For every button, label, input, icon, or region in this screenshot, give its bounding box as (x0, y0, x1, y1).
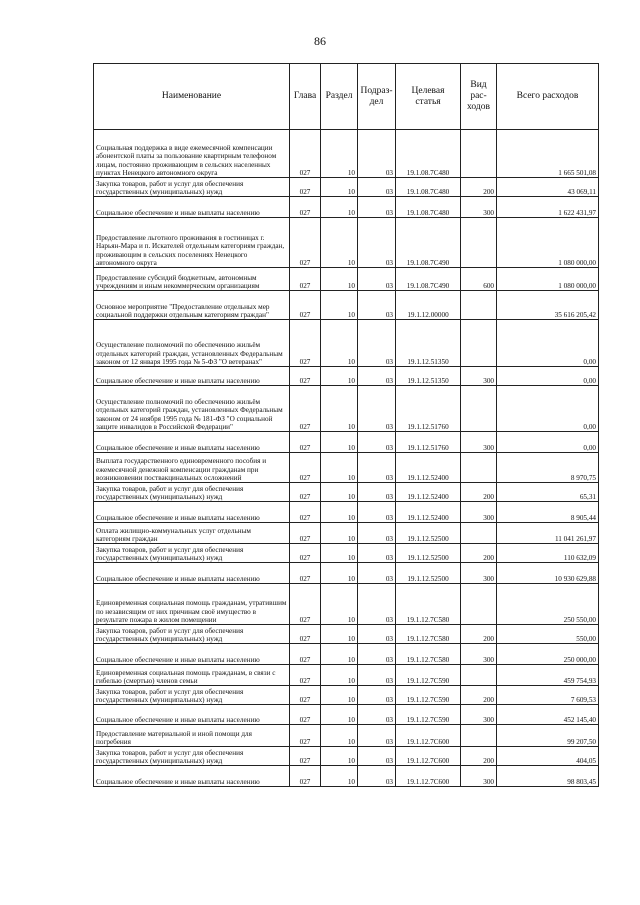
header-total: Всего расходов (497, 64, 599, 130)
table-cell-subsection: 03 (358, 291, 396, 320)
table-cell-subsection: 03 (358, 584, 396, 625)
table-cell-section: 10 (321, 268, 358, 291)
table-row (94, 291, 599, 320)
table-cell-subsection: 03 (358, 686, 396, 705)
table-cell-kind (461, 725, 497, 747)
header-section: Раздел (321, 64, 358, 130)
table-row (94, 544, 599, 563)
table-cell-target: 19.1.12.51760 (396, 432, 461, 453)
table-cell-chapter: 027 (290, 563, 321, 584)
table-cell-target: 19.1.12.52400 (396, 483, 461, 502)
table-cell-chapter: 027 (290, 291, 321, 320)
table-cell-total: 0,00 (497, 432, 599, 453)
table-cell-kind (461, 218, 497, 268)
table-cell-subsection: 03 (358, 453, 396, 483)
table-cell-section: 10 (321, 386, 358, 432)
table-cell-section: 10 (321, 725, 358, 747)
table-cell-kind: 300 (461, 563, 497, 584)
table-cell-target: 19.1.12.51350 (396, 320, 461, 367)
table-cell-subsection: 03 (358, 544, 396, 563)
table-cell-chapter: 027 (290, 483, 321, 502)
table-row (94, 584, 599, 625)
table-cell-name: Единовременная социальная помощь гражданам, утратившим по независящим от них причинам своё имущество в результате пожара в жилом помещении (94, 584, 290, 625)
header-subsection: Подраз-дел (358, 64, 396, 130)
table-cell-subsection: 03 (358, 268, 396, 291)
table-cell-kind: 300 (461, 766, 497, 787)
table-cell-name: Осуществление полномочий по обеспечению жильём отдельных категорий граждан, установленных Федеральным законом от 12 января 1995 года № 5-ФЗ "О ветеранах" (94, 320, 290, 367)
table-cell-target: 19.1.12.7С580 (396, 584, 461, 625)
table-cell-name: Социальное обеспечение и иные выплаты населению (94, 563, 290, 584)
table-cell-target: 19.1.12.7С600 (396, 725, 461, 747)
table-cell-name: Закупка товаров, работ и услуг для обеспечения государственных (муниципальных) нужд (94, 747, 290, 766)
header-name: Наименование (94, 64, 290, 130)
table-cell-chapter: 027 (290, 130, 321, 178)
table-cell-name: Единовременная социальная помощь гражданам, в связи с гибелью (смертью) членов семьи (94, 665, 290, 686)
table-cell-kind: 600 (461, 268, 497, 291)
table-cell-kind (461, 320, 497, 367)
table-row (94, 320, 599, 367)
table-cell-name: Осуществление полномочий по обеспечению жильём отдельных категорий граждан, установленных Федеральным законом от 24 ноября 1995 года № 181-ФЗ "О социальной защите инвалидов в Российской Федерации" (94, 386, 290, 432)
table-cell-target: 19.1.12.00000 (396, 291, 461, 320)
table-cell-kind: 300 (461, 705, 497, 725)
table-cell-name: Основное мероприятие "Предоставление отдельных мер социальной поддержки отдельным категориям граждан" (94, 291, 290, 320)
table-row (94, 502, 599, 523)
table-cell-kind: 200 (461, 625, 497, 644)
table-cell-subsection: 03 (358, 563, 396, 584)
table-cell-section: 10 (321, 625, 358, 644)
table-row (94, 686, 599, 705)
table-cell-target: 19.1.12.52500 (396, 563, 461, 584)
table-cell-total: 1 080 000,00 (497, 268, 599, 291)
budget-table (93, 63, 599, 787)
table-row (94, 625, 599, 644)
table-cell-chapter: 027 (290, 453, 321, 483)
table-cell-total: 7 609,53 (497, 686, 599, 705)
table-row (94, 665, 599, 686)
table-cell-section: 10 (321, 367, 358, 386)
table-cell-subsection: 03 (358, 178, 396, 197)
table-cell-section: 10 (321, 453, 358, 483)
table-cell-section: 10 (321, 705, 358, 725)
table-cell-section: 10 (321, 432, 358, 453)
table-row (94, 705, 599, 725)
table-cell-chapter: 027 (290, 178, 321, 197)
table-cell-subsection: 03 (358, 725, 396, 747)
table-row (94, 367, 599, 386)
table-row (94, 563, 599, 584)
table-cell-section: 10 (321, 747, 358, 766)
table-cell-target: 19.1.12.52400 (396, 453, 461, 483)
table-cell-chapter: 027 (290, 523, 321, 544)
table-cell-target: 19.1.12.51760 (396, 386, 461, 432)
table-cell-target: 19.1.08.7С490 (396, 268, 461, 291)
table-cell-name: Социальное обеспечение и иные выплаты населению (94, 432, 290, 453)
table-row (94, 268, 599, 291)
table-cell-subsection: 03 (358, 625, 396, 644)
table-cell-total: 1 622 431,97 (497, 197, 599, 218)
table-cell-target: 19.1.12.52500 (396, 523, 461, 544)
table-cell-target: 19.1.08.7С480 (396, 197, 461, 218)
table-cell-target: 19.1.12.7С590 (396, 686, 461, 705)
table-cell-subsection: 03 (358, 644, 396, 665)
table-cell-total: 11 041 261,97 (497, 523, 599, 544)
table-cell-name: Социальное обеспечение и иные выплаты населению (94, 197, 290, 218)
table-row (94, 453, 599, 483)
table-cell-chapter: 027 (290, 747, 321, 766)
table-row (94, 386, 599, 432)
table-cell-chapter: 027 (290, 320, 321, 367)
table-cell-total: 8 905,44 (497, 502, 599, 523)
table-cell-kind: 300 (461, 367, 497, 386)
table-cell-name: Социальное обеспечение и иные выплаты населению (94, 502, 290, 523)
table-cell-total: 99 207,50 (497, 725, 599, 747)
table-cell-total: 98 803,45 (497, 766, 599, 787)
table-cell-section: 10 (321, 483, 358, 502)
header-chapter: Глава (290, 64, 321, 130)
table-cell-section: 10 (321, 523, 358, 544)
table-cell-subsection: 03 (358, 502, 396, 523)
table-cell-section: 10 (321, 320, 358, 367)
table-cell-kind: 200 (461, 686, 497, 705)
table-cell-kind (461, 523, 497, 544)
table-cell-chapter: 027 (290, 544, 321, 563)
table-row (94, 523, 599, 544)
table-cell-subsection: 03 (358, 483, 396, 502)
table-row (94, 178, 599, 197)
page-number: 86 (314, 34, 326, 48)
table-cell-chapter: 027 (290, 218, 321, 268)
table-cell-chapter: 027 (290, 584, 321, 625)
table-cell-kind: 200 (461, 544, 497, 563)
table-cell-name: Предоставление льготного проживания в гостиницах г. Нарьян-Мара и п. Искателей отдельным категориям граждан, проживающим в сельских поселениях Ненецкого автономного округа (94, 218, 290, 268)
table-cell-section: 10 (321, 502, 358, 523)
table-cell-total: 1 665 501,08 (497, 130, 599, 178)
table-cell-name: Социальное обеспечение и иные выплаты населению (94, 644, 290, 665)
table-cell-total: 0,00 (497, 367, 599, 386)
table-cell-name: Оплата жилищно-коммунальных услуг отдельным категориям граждан (94, 523, 290, 544)
table-cell-kind: 200 (461, 483, 497, 502)
table-cell-section: 10 (321, 766, 358, 787)
table-cell-target: 19.1.12.52400 (396, 502, 461, 523)
table-cell-chapter: 027 (290, 432, 321, 453)
table-cell-subsection: 03 (358, 523, 396, 544)
table-cell-target: 19.1.12.7С600 (396, 766, 461, 787)
table-cell-section: 10 (321, 584, 358, 625)
table-cell-chapter: 027 (290, 705, 321, 725)
table-cell-subsection: 03 (358, 367, 396, 386)
table-cell-section: 10 (321, 544, 358, 563)
table-cell-name: Закупка товаров, работ и услуг для обеспечения государственных (муниципальных) нужд (94, 483, 290, 502)
table-row (94, 197, 599, 218)
table-header-row (94, 64, 599, 130)
table-cell-subsection: 03 (358, 665, 396, 686)
table-row (94, 130, 599, 178)
table-cell-chapter: 027 (290, 766, 321, 787)
table-cell-section: 10 (321, 644, 358, 665)
table-cell-subsection: 03 (358, 320, 396, 367)
table-cell-total: 250 550,00 (497, 584, 599, 625)
table-cell-kind (461, 665, 497, 686)
table-cell-total: 404,05 (497, 747, 599, 766)
table-cell-total: 550,00 (497, 625, 599, 644)
table-cell-subsection: 03 (358, 130, 396, 178)
table-cell-subsection: 03 (358, 747, 396, 766)
table-cell-total: 10 930 629,88 (497, 563, 599, 584)
table-cell-kind: 300 (461, 432, 497, 453)
table-cell-kind: 300 (461, 644, 497, 665)
table-cell-total: 1 080 000,00 (497, 218, 599, 268)
table-cell-target: 19.1.12.7С580 (396, 644, 461, 665)
table-row (94, 432, 599, 453)
table-cell-name: Выплата государственного единовременного пособия и ежемесячной денежной компенсации гражданам при возникновении поствакцинальных осложнений (94, 453, 290, 483)
table-row (94, 766, 599, 787)
table-cell-chapter: 027 (290, 644, 321, 665)
table-cell-total: 8 970,75 (497, 453, 599, 483)
table-cell-section: 10 (321, 218, 358, 268)
table-cell-name: Предоставление субсидий бюджетным, автономным учреждениям и иным некоммерческим организациям (94, 268, 290, 291)
table-cell-chapter: 027 (290, 268, 321, 291)
table-row (94, 725, 599, 747)
table-cell-section: 10 (321, 563, 358, 584)
table-cell-total: 250 000,00 (497, 644, 599, 665)
table-cell-name: Социальная поддержка в виде ежемесячной компенсации абонентской платы за пользование квартирным телефоном лицам, постоянно проживающим в сельских населенных пунктах Ненецкого автономного округа (94, 130, 290, 178)
table-cell-kind (461, 130, 497, 178)
table-cell-section: 10 (321, 178, 358, 197)
table-cell-section: 10 (321, 686, 358, 705)
table-cell-target: 19.1.12.7С600 (396, 747, 461, 766)
table-cell-total: 43 069,11 (497, 178, 599, 197)
table-cell-name: Закупка товаров, работ и услуг для обеспечения государственных (муниципальных) нужд (94, 178, 290, 197)
table-cell-name: Предоставление материальной и иной помощи для погребения (94, 725, 290, 747)
table-cell-total: 452 145,40 (497, 705, 599, 725)
table-cell-subsection: 03 (358, 386, 396, 432)
table-cell-target: 19.1.12.52500 (396, 544, 461, 563)
table-row (94, 218, 599, 268)
table-cell-total: 0,00 (497, 386, 599, 432)
table-cell-chapter: 027 (290, 686, 321, 705)
table-cell-chapter: 027 (290, 665, 321, 686)
table-cell-chapter: 027 (290, 367, 321, 386)
table-cell-kind: 200 (461, 747, 497, 766)
table-cell-target: 19.1.12.51350 (396, 367, 461, 386)
table-cell-subsection: 03 (358, 218, 396, 268)
table-cell-name: Закупка товаров, работ и услуг для обеспечения государственных (муниципальных) нужд (94, 625, 290, 644)
table-cell-chapter: 027 (290, 725, 321, 747)
table-row (94, 483, 599, 502)
table-cell-total: 65,31 (497, 483, 599, 502)
table-cell-chapter: 027 (290, 386, 321, 432)
table-cell-section: 10 (321, 665, 358, 686)
table-cell-target: 19.1.12.7С580 (396, 625, 461, 644)
table-cell-section: 10 (321, 197, 358, 218)
table-cell-subsection: 03 (358, 197, 396, 218)
table-cell-name: Социальное обеспечение и иные выплаты населению (94, 766, 290, 787)
table-cell-total: 110 632,09 (497, 544, 599, 563)
table-cell-kind: 300 (461, 197, 497, 218)
table-cell-target: 19.1.12.7С590 (396, 665, 461, 686)
table-row (94, 747, 599, 766)
table-cell-kind (461, 386, 497, 432)
table-cell-target: 19.1.08.7С490 (396, 218, 461, 268)
table-cell-kind: 200 (461, 178, 497, 197)
table-cell-name: Социальное обеспечение и иные выплаты населению (94, 367, 290, 386)
header-target: Целевая статья (396, 64, 461, 130)
table-cell-subsection: 03 (358, 705, 396, 725)
table-cell-kind (461, 453, 497, 483)
table-cell-chapter: 027 (290, 197, 321, 218)
table-row (94, 644, 599, 665)
table-cell-kind: 300 (461, 502, 497, 523)
table-cell-target: 19.1.08.7С480 (396, 178, 461, 197)
table-cell-kind (461, 584, 497, 625)
table-cell-target: 19.1.12.7С590 (396, 705, 461, 725)
table-cell-total: 0,00 (497, 320, 599, 367)
table-cell-name: Закупка товаров, работ и услуг для обеспечения государственных (муниципальных) нужд (94, 544, 290, 563)
table-cell-section: 10 (321, 291, 358, 320)
table-cell-subsection: 03 (358, 432, 396, 453)
table-cell-target: 19.1.08.7С480 (396, 130, 461, 178)
table-cell-total: 459 754,93 (497, 665, 599, 686)
table-cell-name: Социальное обеспечение и иные выплаты населению (94, 705, 290, 725)
table-cell-chapter: 027 (290, 625, 321, 644)
table-cell-kind (461, 291, 497, 320)
table-cell-section: 10 (321, 130, 358, 178)
table-cell-total: 35 616 205,42 (497, 291, 599, 320)
header-kind: Вид рас-ходов (461, 64, 497, 130)
table-cell-chapter: 027 (290, 502, 321, 523)
table-cell-subsection: 03 (358, 766, 396, 787)
table-cell-name: Закупка товаров, работ и услуг для обеспечения государственных (муниципальных) нужд (94, 686, 290, 705)
